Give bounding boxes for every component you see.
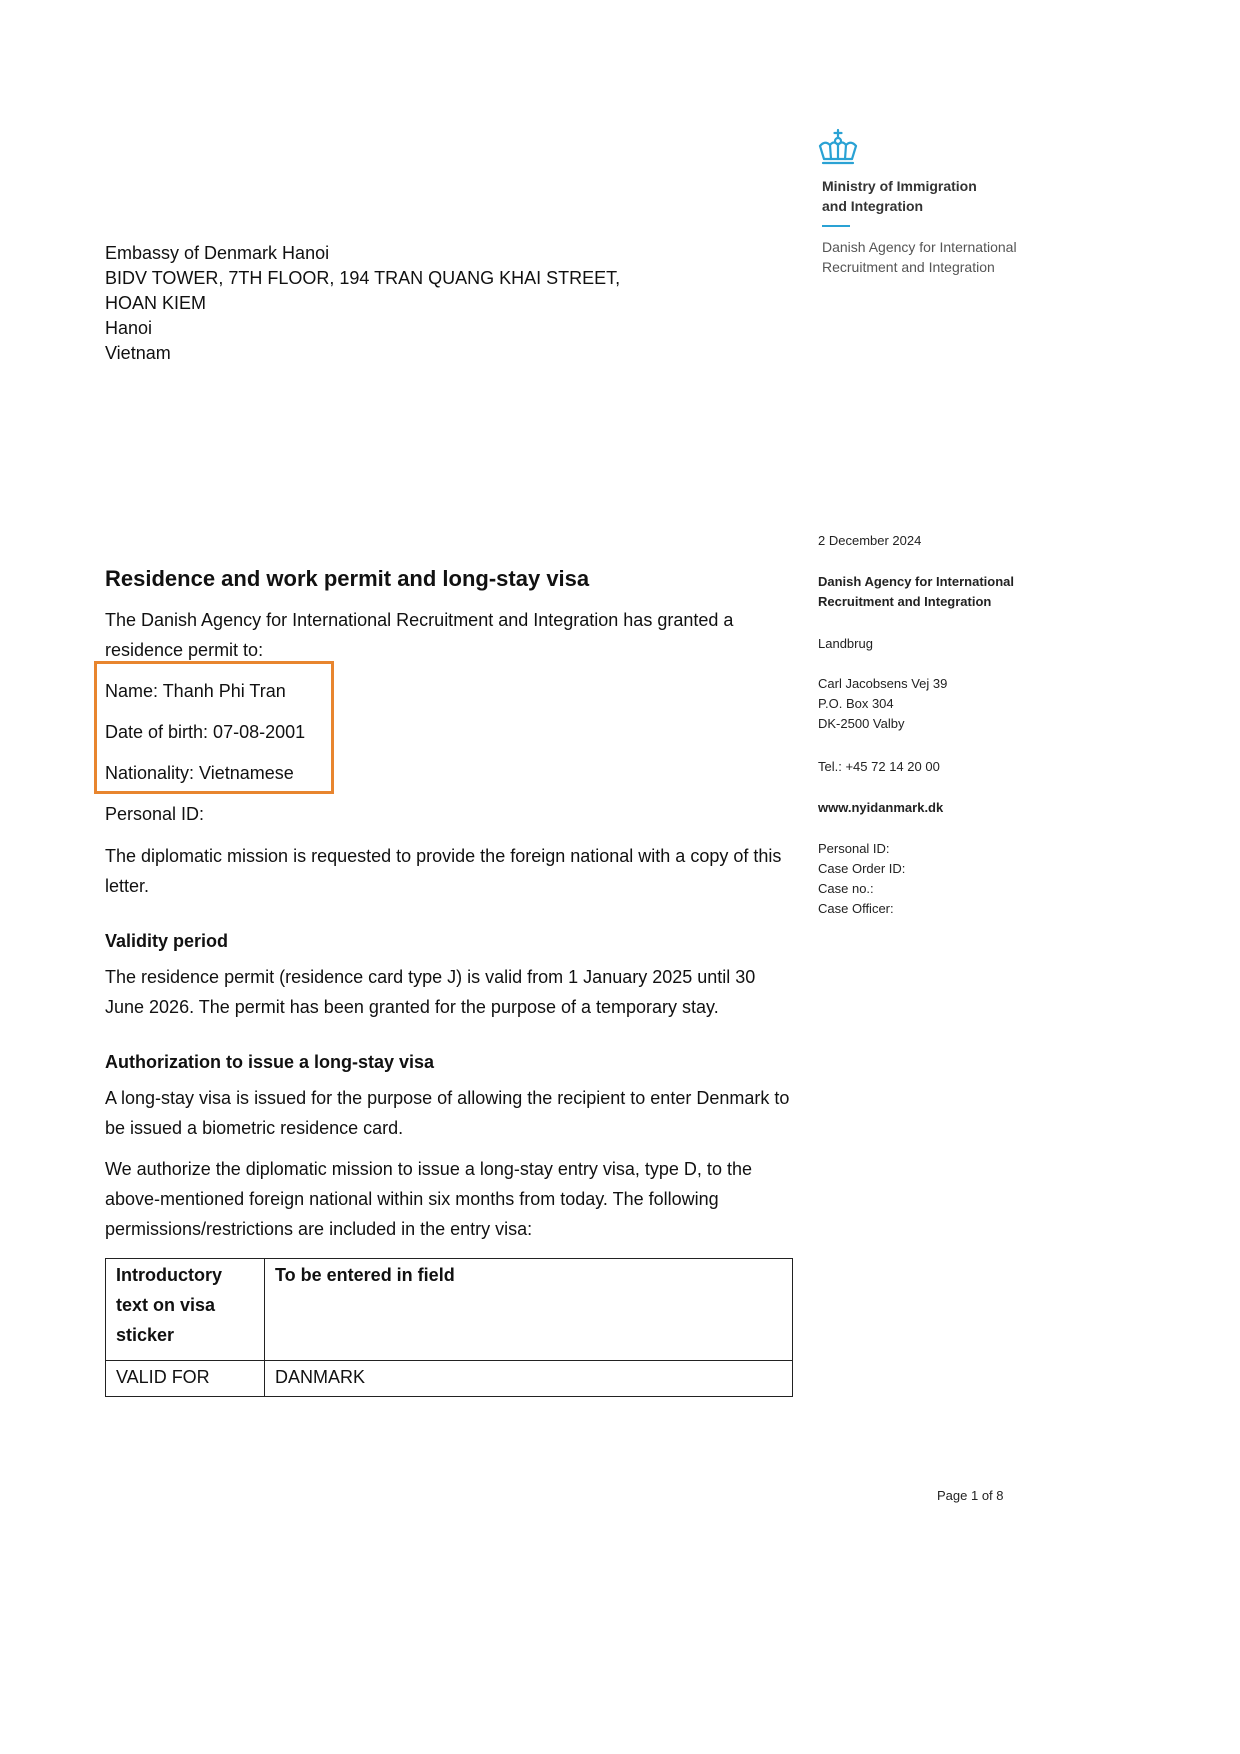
page-number: Page 1 of 8 xyxy=(937,1488,1004,1503)
authorization-heading: Authorization to issue a long-stay visa xyxy=(105,1052,435,1072)
sidebar-address xyxy=(818,674,947,734)
table-header-row xyxy=(106,1259,793,1361)
sidebar-postal: DK-2500 Valby xyxy=(818,716,905,731)
agency-name-logo xyxy=(822,237,1017,277)
mission-request-paragraph: The diplomatic mission is requested to provide the foreign national with a copy of this letter. xyxy=(105,846,782,896)
sidebar-website-link[interactable]: www.nyidanmark.dk xyxy=(818,800,944,815)
agency-logo-line-1: Danish Agency for International xyxy=(822,239,1017,255)
table-cell: DANMARK xyxy=(265,1361,793,1397)
sidebar-street: Carl Jacobsens Vej 39 xyxy=(818,676,948,691)
validity-paragraph: The residence permit (residence card type J) is valid from 1 January 2025 until 30 June 2026. The permit has been granted for the purpose of a temporary stay. xyxy=(105,967,756,1017)
agency-logo-line-2: Recruitment and Integration xyxy=(822,259,995,275)
sidebar-case-order-label: Case Order ID: xyxy=(818,861,906,876)
sidebar-telephone: Tel.: +45 72 14 20 00 xyxy=(818,759,940,774)
table-cell: VALID FOR xyxy=(106,1361,265,1397)
highlight-box xyxy=(94,661,334,794)
table-row xyxy=(106,1361,793,1397)
ministry-line-1: Ministry of Immigration xyxy=(822,178,977,194)
sidebar-personal-id-label: Personal ID: xyxy=(818,841,890,856)
crown-icon xyxy=(816,128,860,166)
ministry-line-2: and Integration xyxy=(822,198,924,214)
sidebar-case-no-label: Case no.: xyxy=(818,881,874,896)
recipient-address xyxy=(105,241,620,366)
applicant-name: Name: Thanh Phi Tran xyxy=(105,681,286,701)
address-line-4: Hanoi xyxy=(105,318,153,338)
table-header-cell: To be entered in field xyxy=(265,1259,793,1361)
applicant-nationality: Nationality: Vietnamese xyxy=(105,763,294,783)
sidebar-case-info xyxy=(818,839,905,919)
table-header-cell: Introductory text on visa sticker xyxy=(106,1259,265,1361)
sidebar-case-officer-label: Case Officer: xyxy=(818,901,894,916)
sidebar-agency-line-2: Recruitment and Integration xyxy=(818,594,992,609)
visa-sticker-table xyxy=(105,1258,793,1397)
authorization-paragraph-2: We authorize the diplomatic mission to issue a long-stay entry visa, type D, to the above-mentioned foreign national within six months from today. The following permissions/restrictions are included in the entry visa: xyxy=(105,1159,752,1239)
applicant-personal-id: Personal ID: xyxy=(105,804,205,824)
intro-paragraph: The Danish Agency for International Recruitment and Integration has granted a residence permit to: xyxy=(105,610,734,660)
sidebar-agency xyxy=(818,572,1014,612)
applicant-date-of-birth: Date of birth: 07-08-2001 xyxy=(105,722,306,742)
sidebar-po-box: P.O. Box 304 xyxy=(818,696,894,711)
logo-divider xyxy=(822,225,850,227)
address-line-2: BIDV TOWER, 7TH FLOOR, 194 TRAN QUANG KHAI STREET, xyxy=(105,268,621,288)
letter-date: 2 December 2024 xyxy=(818,533,922,548)
authorization-paragraph-1: A long-stay visa is issued for the purpose of allowing the recipient to enter Denmark to be issued a biometric residence card. xyxy=(105,1088,790,1138)
sidebar-department: Landbrug xyxy=(818,636,873,651)
sidebar-agency-line-1: Danish Agency for International xyxy=(818,574,1014,589)
validity-heading: Validity period xyxy=(105,931,229,951)
address-line-1: Embassy of Denmark Hanoi xyxy=(105,243,330,263)
letter-title: Residence and work permit and long-stay visa xyxy=(105,566,590,591)
address-line-3: HOAN KIEM xyxy=(105,293,207,313)
address-line-5: Vietnam xyxy=(105,343,171,363)
ministry-name xyxy=(822,176,977,216)
